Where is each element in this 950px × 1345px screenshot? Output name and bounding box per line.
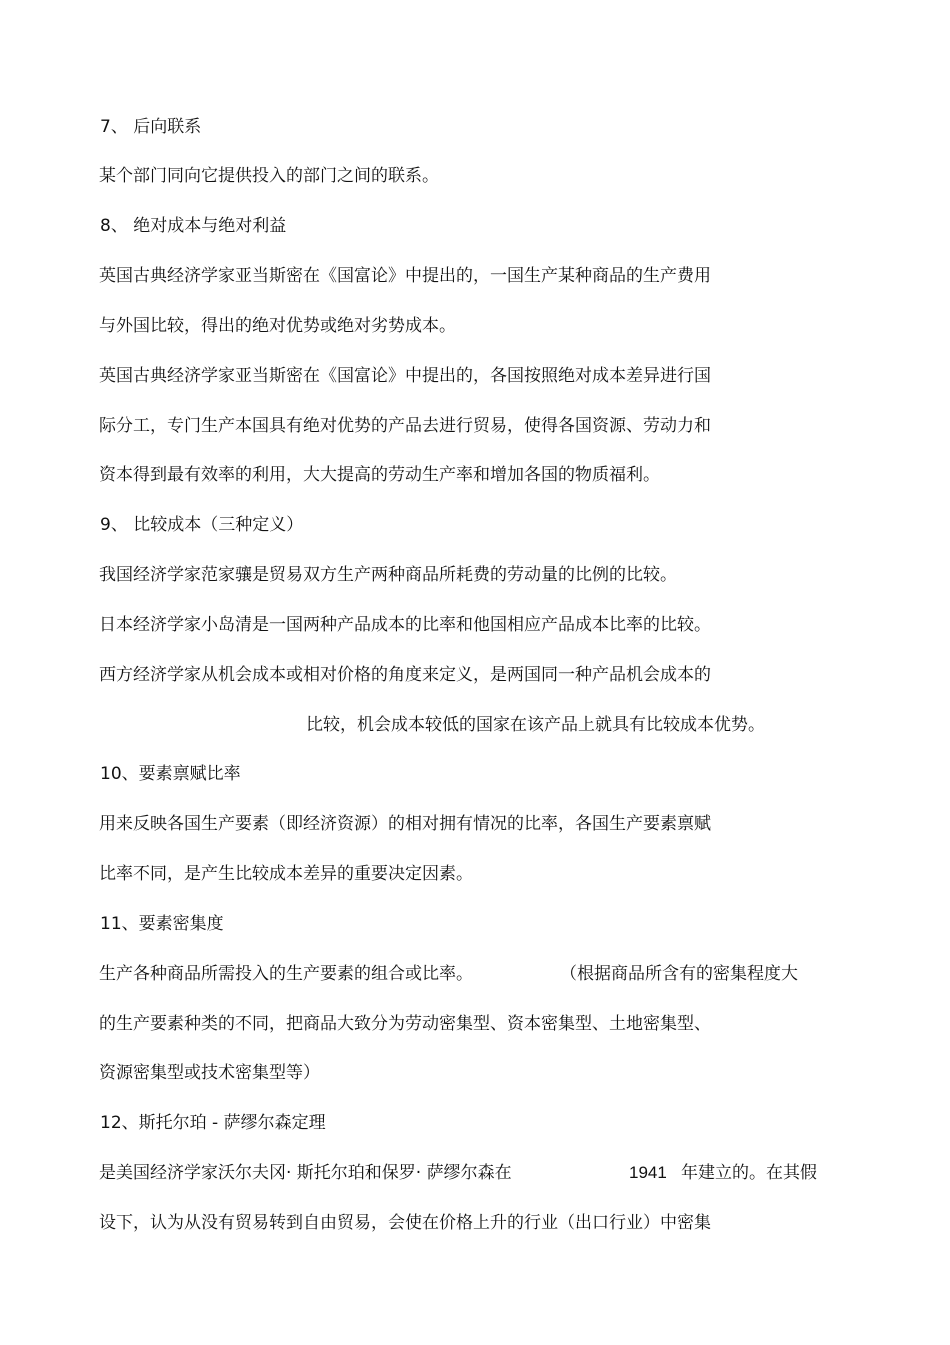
paragraph-line: 资本得到最有效率的利用，大大提高的劳动生产率和增加各国的物质福利。 (99, 465, 660, 485)
heading-comparative-cost: 9、 比较成本（三种定义） (100, 515, 304, 535)
paragraph-line-continuation: （根据商品所含有的密集程度大 (560, 964, 798, 984)
paragraph-line: 日本经济学家小岛清是一国两种产品成本的比率和他国相应产品成本比率的比较。 (99, 615, 711, 635)
paragraph-line: 西方经济学家从机会成本或相对价格的角度来定义，是两国同一种产品机会成本的 (99, 665, 711, 685)
heading-factor-endowment-ratio: 10、要素禀赋比率 (100, 764, 241, 784)
paragraph-line-continuation: 年建立的。在其假 (681, 1163, 817, 1183)
heading-factor-intensity: 11、要素密集度 (100, 914, 224, 934)
paragraph-line: 英国古典经济学家亚当斯密在《国富论》中提出的，各国按照绝对成本差异进行国 (99, 366, 711, 386)
paragraph-line: 用来反映各国生产要素（即经济资源）的相对拥有情况的比率，各国生产要素禀赋 (99, 814, 711, 834)
paragraph-line: 某个部门同向它提供投入的部门之间的联系。 (99, 166, 439, 186)
paragraph-line: 的生产要素种类的不同，把商品大致分为劳动密集型、资本密集型、土地密集型、 (99, 1014, 711, 1034)
paragraph-line: 比率不同，是产生比较成本差异的重要决定因素。 (99, 864, 473, 884)
heading-stolper-samuelson: 12、斯托尔珀 - 萨缪尔森定理 (100, 1113, 326, 1133)
paragraph-line: 资源密集型或技术密集型等） (99, 1063, 320, 1083)
heading-absolute-cost: 8、 绝对成本与绝对利益 (100, 216, 287, 236)
heading-backward-linkage: 7、 后向联系 (100, 117, 202, 137)
paragraph-line: 际分工，专门生产本国具有绝对优势的产品去进行贸易，使得各国资源、劳动力和 (99, 416, 711, 436)
paragraph-line: 我国经济学家范家骧是贸易双方生产两种商品所耗费的劳动量的比例的比较。 (99, 565, 677, 585)
paragraph-line-indented: 比较，机会成本较低的国家在该产品上就具有比较成本优势。 (306, 715, 765, 735)
paragraph-line: 设下，认为从没有贸易转到自由贸易，会使在价格上升的行业（出口行业）中密集 (99, 1213, 711, 1233)
year-number: 1941 (629, 1163, 667, 1182)
paragraph-line: 是美国经济学家沃尔夫冈· 斯托尔珀和保罗· 萨缪尔森在 (99, 1163, 512, 1183)
paragraph-line: 英国古典经济学家亚当斯密在《国富论》中提出的，一国生产某种商品的生产费用 (99, 266, 711, 286)
paragraph-line: 与外国比较，得出的绝对优势或绝对劣势成本。 (99, 316, 456, 336)
paragraph-line: 生产各种商品所需投入的生产要素的组合或比率。 (99, 964, 473, 984)
